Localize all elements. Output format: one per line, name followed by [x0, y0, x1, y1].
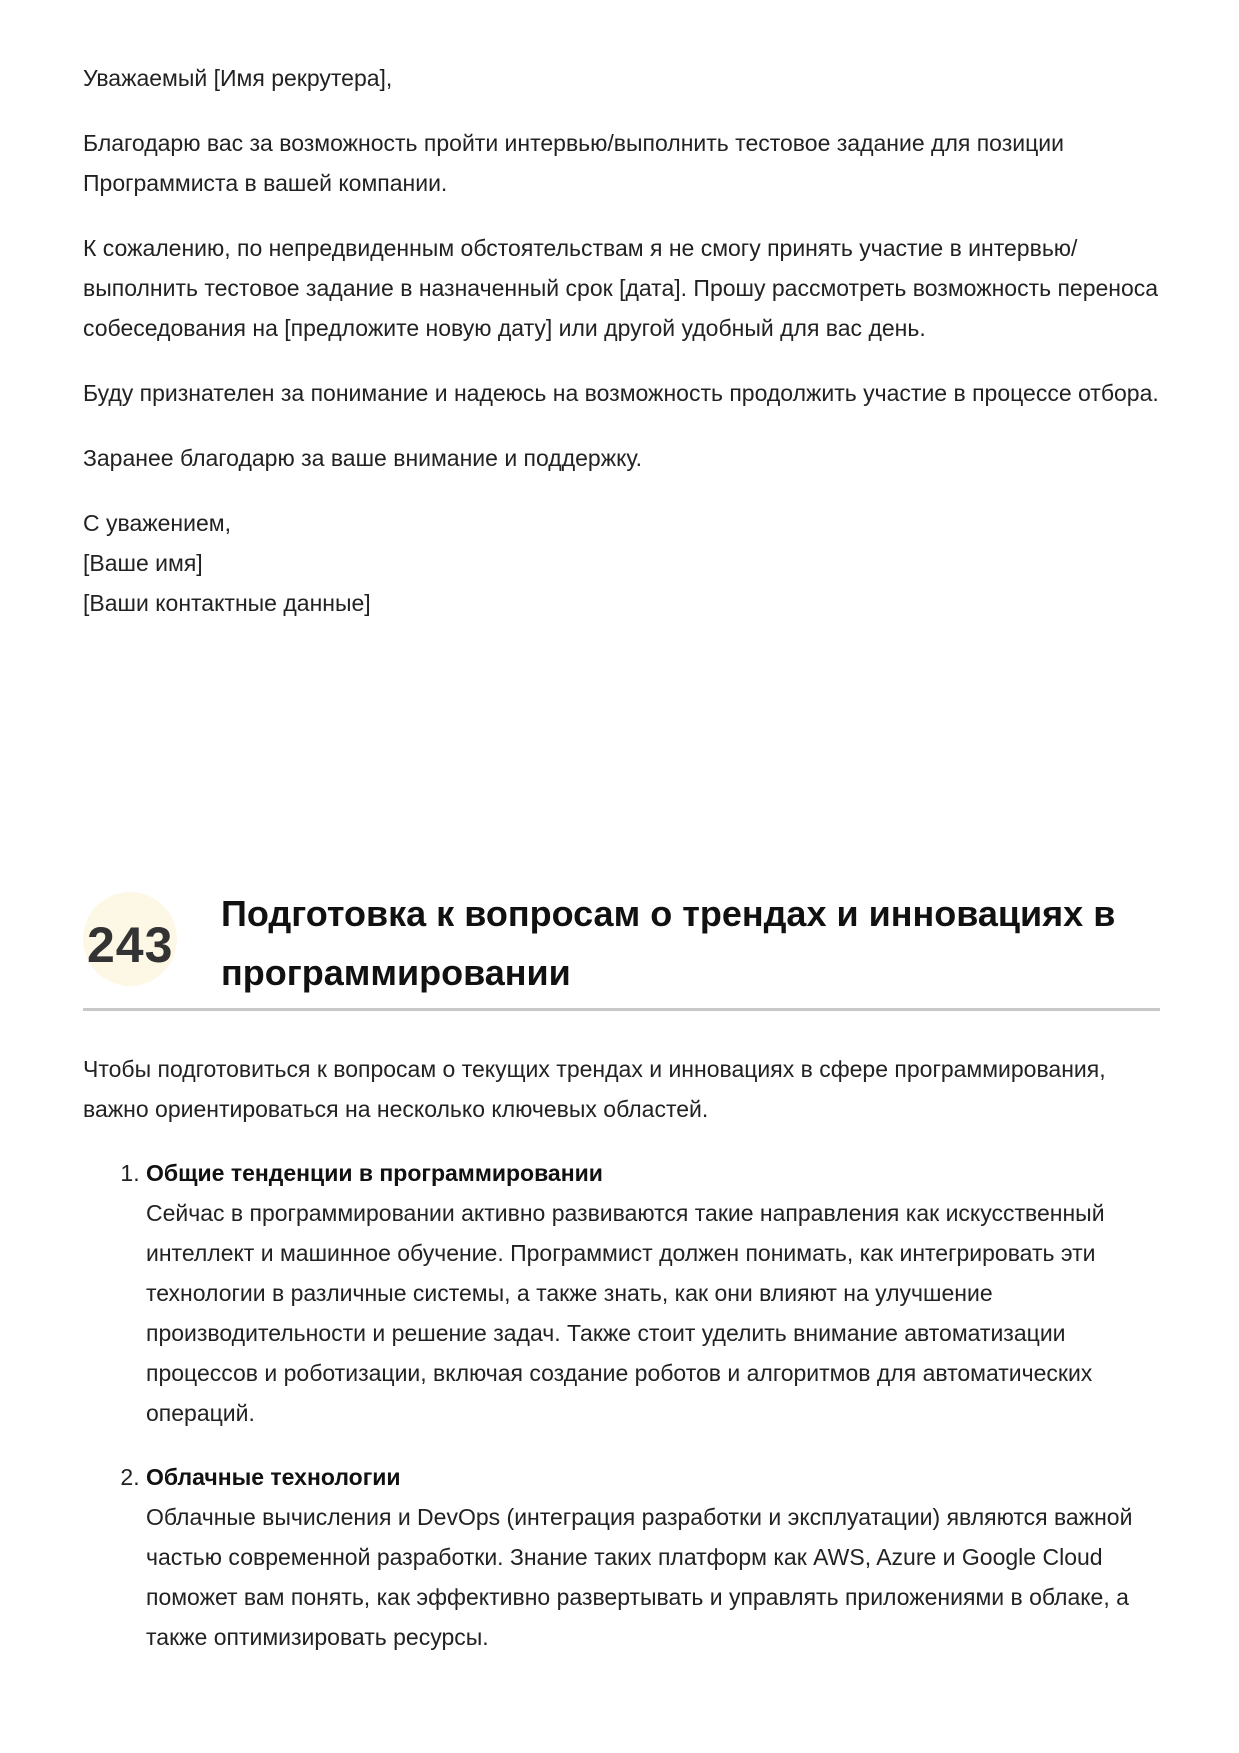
list-item-text: Сейчас в программировании активно развиваются такие направления как искусственный интеллект и машинное обучение. Программист должен понимать, как интегрировать эти технологии в различные системы, а также знать, как они влияют на улучшение производительности и решение задач. Также стоит уделить внимание автоматизации процессов и роботизации, включая создание роботов и алгоритмов для автоматических операций. [146, 1200, 1105, 1426]
letter-name-placeholder: [Ваше имя] [83, 550, 203, 576]
list-item [146, 1457, 1163, 1657]
list-item-title: 2. Облачные технологии [146, 1464, 401, 1490]
list-item-text: Облачные вычисления и DevOps (интеграция разработки и эксплуатации) являются важной частью современной разработки. Знание таких платформ как AWS, Azure и Google Cloud поможет вам понять, как эффективно развертывать и управлять приложениями в облаке, а также оптимизировать ресурсы. [146, 1504, 1133, 1650]
list-item [146, 1153, 1163, 1433]
letter-template [83, 58, 1163, 623]
letter-greeting: Уважаемый [Имя рекрутера], [83, 65, 393, 91]
topics-list [83, 1153, 1163, 1657]
letter-contacts-placeholder: [Ваши контактные данные] [83, 590, 371, 616]
letter-signature [83, 503, 1163, 623]
section-title: Подготовка к вопросам о трендах и инновациях в программировании [221, 893, 1116, 993]
section-intro: Чтобы подготовиться к вопросам о текущих трендах и инновациях в сфере программирования, важно ориентироваться на несколько ключевых областей. [83, 1056, 1106, 1122]
section-header [83, 884, 1160, 1011]
letter-paragraph: Заранее благодарю за ваше внимание и поддержку. [83, 445, 643, 471]
section-body [83, 1049, 1163, 1681]
letter-paragraph: Благодарю вас за возможность пройти интервью/выполнить тестовое задание для позиции Программиста в вашей компании. [83, 130, 1064, 196]
letter-paragraph: Буду признателен за понимание и надеюсь на возможность продолжить участие в процессе отбора. [83, 380, 1159, 406]
section-number-badge [83, 892, 177, 986]
letter-paragraph: К сожалению, по непредвиденным обстоятельствам я не смогу принять участие в интервью/выполнить тестовое задание в назначенный срок [дата]. Прошу рассмотреть возможность переноса собеседования на [предложите новую дату] или другой удобный для вас день. [83, 235, 1159, 341]
list-item-title: 1. Общие тенденции в программировании [146, 1160, 603, 1186]
section-number: 243 [87, 917, 174, 973]
letter-closing: С уважением, [83, 510, 231, 536]
